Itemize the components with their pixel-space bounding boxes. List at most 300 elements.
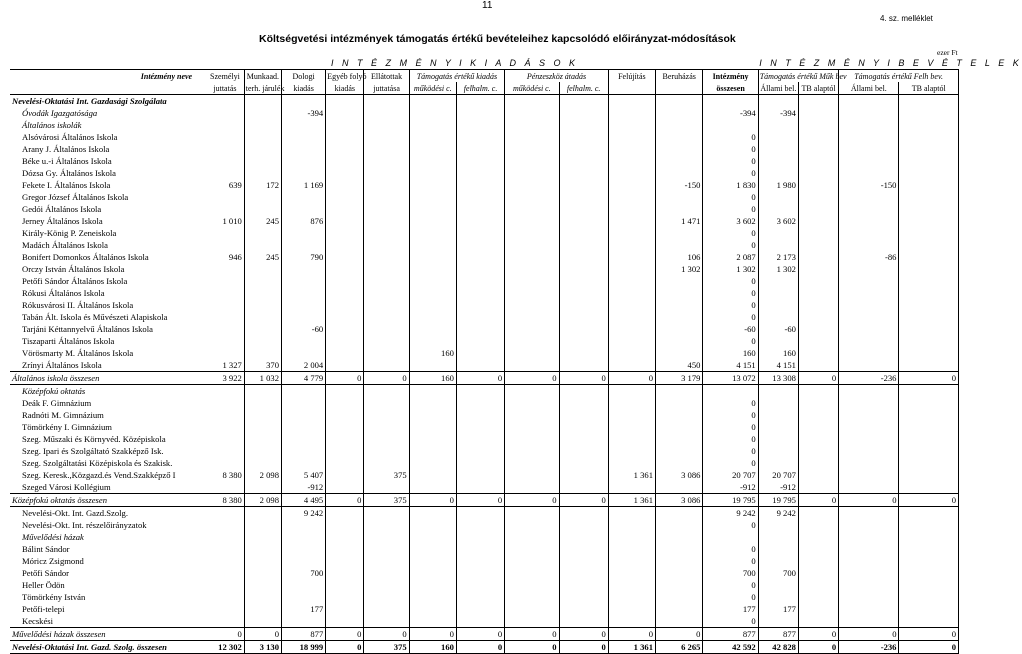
row-value <box>456 179 504 191</box>
table-row <box>10 275 959 287</box>
row-value <box>326 519 364 531</box>
row-value <box>758 531 798 543</box>
row-value <box>899 359 959 372</box>
row-value: 375 <box>364 469 409 481</box>
row-value <box>656 107 703 119</box>
row-value <box>505 409 559 421</box>
row-name: Fekete I. Általános Iskola <box>22 179 111 190</box>
row-value <box>798 287 838 299</box>
row-value <box>656 227 703 239</box>
row-value: 1 980 <box>758 179 798 191</box>
row-value <box>409 567 456 579</box>
row-value <box>505 299 559 311</box>
row-value <box>456 385 504 398</box>
row-value <box>505 567 559 579</box>
row-value <box>409 481 456 494</box>
row-value <box>456 531 504 543</box>
row-value <box>206 433 244 445</box>
row-value <box>839 155 899 167</box>
row-value <box>456 299 504 311</box>
row-value <box>559 507 608 520</box>
row-value <box>456 95 504 108</box>
row-value <box>244 433 281 445</box>
row-value <box>409 397 456 409</box>
row-value <box>282 615 326 628</box>
row-value <box>409 507 456 520</box>
row-value <box>798 347 838 359</box>
row-value <box>656 409 703 421</box>
row-value <box>505 359 559 372</box>
row-value <box>656 421 703 433</box>
row-value: 0 <box>703 579 758 591</box>
row-value <box>206 227 244 239</box>
row-value <box>364 531 409 543</box>
row-value <box>839 457 899 469</box>
row-value <box>656 445 703 457</box>
row-value <box>244 323 281 335</box>
row-value <box>703 95 758 108</box>
row-value <box>899 227 959 239</box>
row-value: 0 <box>703 191 758 203</box>
row-value <box>656 167 703 179</box>
row-value: 876 <box>282 215 326 227</box>
row-value <box>608 215 655 227</box>
row-value <box>456 119 504 131</box>
row-value <box>505 119 559 131</box>
row-value <box>409 287 456 299</box>
row-value: 4 151 <box>758 359 798 372</box>
row-value <box>326 603 364 615</box>
row-value <box>282 191 326 203</box>
row-name: Szeg. Ipari és Szolgáltató Szakképző Isk. <box>22 445 164 456</box>
row-value <box>456 155 504 167</box>
row-value <box>505 555 559 567</box>
row-name: Dózsa Gy. Általános Iskola <box>22 167 116 178</box>
row-value <box>244 555 281 567</box>
row-value <box>364 481 409 494</box>
revenues-group-header: I N T É Z M É N Y I B E V É T E L E K <box>759 58 1022 68</box>
row-value <box>839 615 899 628</box>
row-value <box>899 191 959 203</box>
row-value <box>505 311 559 323</box>
row-value <box>206 615 244 628</box>
row-value: 1 302 <box>703 263 758 275</box>
row-value <box>798 457 838 469</box>
row-value <box>559 409 608 421</box>
row-value <box>282 335 326 347</box>
row-value <box>456 543 504 555</box>
row-value <box>608 299 655 311</box>
table-row <box>10 555 959 567</box>
row-value <box>206 131 244 143</box>
row-value <box>326 445 364 457</box>
row-value <box>899 215 959 227</box>
row-value <box>244 507 281 520</box>
row-value <box>456 347 504 359</box>
row-value <box>899 409 959 421</box>
row-value <box>656 311 703 323</box>
row-value <box>206 591 244 603</box>
row-value <box>559 239 608 251</box>
row-value <box>798 95 838 108</box>
row-value <box>559 579 608 591</box>
row-value <box>839 323 899 335</box>
row-value <box>244 167 281 179</box>
row-value: 0 <box>899 641 959 654</box>
row-value <box>364 287 409 299</box>
row-value <box>505 603 559 615</box>
row-value <box>839 287 899 299</box>
row-name: Tömörkény I. Gimnázium <box>22 421 112 432</box>
row-value: 42 592 <box>703 641 758 654</box>
row-value: 3 086 <box>656 469 703 481</box>
row-value <box>364 457 409 469</box>
row-value <box>758 299 798 311</box>
row-value <box>608 615 655 628</box>
row-value: 0 <box>703 543 758 555</box>
row-value: 2 098 <box>244 469 281 481</box>
row-value <box>326 191 364 203</box>
row-value <box>505 95 559 108</box>
total-row <box>10 494 959 507</box>
row-value <box>656 457 703 469</box>
row-value: 0 <box>703 143 758 155</box>
row-name: Alsóvárosi Általános Iskola <box>22 131 118 142</box>
row-value <box>282 385 326 398</box>
row-value <box>364 385 409 398</box>
row-value: 0 <box>703 227 758 239</box>
row-value <box>206 95 244 108</box>
row-value <box>364 95 409 108</box>
row-name: Szeg. Műszaki és Környvéd. Középiskola <box>22 433 166 444</box>
section-row <box>10 95 959 108</box>
row-value <box>608 155 655 167</box>
row-value <box>282 519 326 531</box>
unit-label: ezer Ft <box>937 48 958 57</box>
row-value <box>656 543 703 555</box>
row-value: 639 <box>206 179 244 191</box>
row-value <box>899 591 959 603</box>
row-value <box>899 603 959 615</box>
row-value: 0 <box>798 628 838 641</box>
row-value <box>505 615 559 628</box>
row-value <box>409 385 456 398</box>
row-value <box>244 531 281 543</box>
row-value: 0 <box>798 641 838 654</box>
row-value: 3 602 <box>758 215 798 227</box>
row-name: Petőfi Sándor <box>22 567 70 578</box>
row-value <box>244 95 281 108</box>
row-value <box>282 95 326 108</box>
row-value <box>839 555 899 567</box>
row-value <box>608 287 655 299</box>
row-value <box>839 275 899 287</box>
row-value: 0 <box>326 372 364 385</box>
row-value <box>505 179 559 191</box>
row-value <box>326 215 364 227</box>
row-value <box>364 603 409 615</box>
row-value <box>798 409 838 421</box>
row-value <box>758 385 798 398</box>
header-bottom-cell: Állami bel. <box>839 82 899 95</box>
row-value <box>758 543 798 555</box>
row-value: -236 <box>839 641 899 654</box>
row-value <box>559 591 608 603</box>
row-value <box>244 603 281 615</box>
row-value <box>282 143 326 155</box>
row-value <box>559 567 608 579</box>
row-value: 3 086 <box>656 494 703 507</box>
row-value <box>608 107 655 119</box>
row-value <box>839 591 899 603</box>
table-row <box>10 215 959 227</box>
row-value <box>364 421 409 433</box>
row-name: Művelődési házak összesen <box>10 628 206 641</box>
row-value <box>899 251 959 263</box>
row-value <box>364 311 409 323</box>
row-value <box>326 409 364 421</box>
row-value <box>899 507 959 520</box>
row-name: Madách Általános Iskola <box>22 239 108 250</box>
row-value <box>656 397 703 409</box>
row-value: -912 <box>282 481 326 494</box>
row-value <box>326 263 364 275</box>
row-value <box>505 481 559 494</box>
row-value <box>244 227 281 239</box>
row-value: 160 <box>758 347 798 359</box>
row-value <box>206 385 244 398</box>
row-value <box>456 287 504 299</box>
row-value <box>409 311 456 323</box>
row-value <box>409 131 456 143</box>
row-value <box>608 409 655 421</box>
row-value: 0 <box>703 335 758 347</box>
row-value <box>758 239 798 251</box>
row-value: 2 098 <box>244 494 281 507</box>
row-name: Óvodák Igazgatósága <box>22 107 98 118</box>
row-value <box>364 179 409 191</box>
row-value: 0 <box>456 628 504 641</box>
row-value <box>206 311 244 323</box>
row-value <box>409 263 456 275</box>
row-value <box>505 421 559 433</box>
row-value <box>505 543 559 555</box>
row-value <box>798 227 838 239</box>
row-value <box>244 263 281 275</box>
header-bottom-cell: kiadás <box>326 82 364 95</box>
row-value: 0 <box>703 167 758 179</box>
row-name: Jerney Általános Iskola <box>22 215 103 226</box>
row-value <box>505 507 559 520</box>
row-value <box>559 457 608 469</box>
row-value <box>326 433 364 445</box>
header-top-cell: Támogatás értékű kiadás <box>409 70 505 83</box>
row-value <box>206 191 244 203</box>
row-value <box>899 469 959 481</box>
row-value <box>206 167 244 179</box>
header-top-cell: Személyi <box>206 70 244 83</box>
header-bottom-cell: felhalm. c. <box>456 82 504 95</box>
row-value <box>364 155 409 167</box>
row-value <box>364 167 409 179</box>
row-value <box>758 409 798 421</box>
row-value <box>409 555 456 567</box>
row-value <box>798 119 838 131</box>
row-value <box>899 179 959 191</box>
row-value: 0 <box>703 275 758 287</box>
row-value <box>899 287 959 299</box>
row-value: 12 302 <box>206 641 244 654</box>
row-value <box>798 263 838 275</box>
row-value <box>456 275 504 287</box>
row-value <box>206 107 244 119</box>
row-value <box>505 215 559 227</box>
row-value <box>456 215 504 227</box>
row-value: 1 169 <box>282 179 326 191</box>
row-value <box>409 457 456 469</box>
row-value <box>409 591 456 603</box>
row-value: 18 999 <box>282 641 326 654</box>
row-value: 0 <box>899 628 959 641</box>
row-value <box>456 251 504 263</box>
row-name: Arany J. Általános Iskola <box>22 143 110 154</box>
row-value <box>656 275 703 287</box>
row-value: 160 <box>703 347 758 359</box>
row-value <box>282 543 326 555</box>
row-value <box>244 385 281 398</box>
row-value <box>409 143 456 155</box>
row-value: 4 779 <box>282 372 326 385</box>
header-bottom-cell: felhalm. c. <box>559 82 608 95</box>
row-name: Petőfi Sándor Általános Iskola <box>22 275 128 286</box>
category-row <box>10 385 959 398</box>
row-value <box>798 481 838 494</box>
row-value <box>456 615 504 628</box>
row-value <box>326 143 364 155</box>
row-value <box>798 155 838 167</box>
row-value <box>758 445 798 457</box>
row-value: 0 <box>798 372 838 385</box>
row-value <box>206 519 244 531</box>
row-value <box>839 433 899 445</box>
row-value <box>326 507 364 520</box>
row-value <box>409 433 456 445</box>
row-value <box>899 155 959 167</box>
row-value <box>559 311 608 323</box>
row-value: 172 <box>244 179 281 191</box>
row-value: 370 <box>244 359 281 372</box>
header-bottom-cell: juttatás <box>206 82 244 95</box>
row-value <box>505 579 559 591</box>
row-value <box>244 299 281 311</box>
row-value: 0 <box>456 494 504 507</box>
row-name: Gedói Általános Iskola <box>22 203 102 214</box>
row-name: Móricz Zsigmond <box>22 555 84 566</box>
row-value <box>456 203 504 215</box>
row-value <box>206 409 244 421</box>
row-value <box>798 299 838 311</box>
row-value <box>608 347 655 359</box>
header-top-cell: Intézmény <box>703 70 758 83</box>
row-value: 2 173 <box>758 251 798 263</box>
row-value <box>559 615 608 628</box>
row-value <box>364 615 409 628</box>
row-name: Orczy István Általános Iskola <box>22 263 125 274</box>
row-value <box>409 275 456 287</box>
row-value <box>899 531 959 543</box>
table-row <box>10 397 959 409</box>
row-value <box>608 251 655 263</box>
row-value <box>364 251 409 263</box>
row-value: 0 <box>703 457 758 469</box>
row-value <box>326 591 364 603</box>
row-value <box>798 275 838 287</box>
row-value <box>409 469 456 481</box>
row-value <box>656 335 703 347</box>
row-value <box>899 347 959 359</box>
row-value <box>456 397 504 409</box>
row-name: Tarjáni Kéttannyelvű Általános Iskola <box>22 323 153 334</box>
row-value: 1 010 <box>206 215 244 227</box>
row-value: 2 004 <box>282 359 326 372</box>
table-row <box>10 603 959 615</box>
row-value <box>798 359 838 372</box>
row-value <box>839 445 899 457</box>
row-value: 1 361 <box>608 469 655 481</box>
row-value: 0 <box>703 311 758 323</box>
row-value: 1 471 <box>656 215 703 227</box>
header-bottom-cell: kiadás <box>282 82 326 95</box>
row-value <box>244 191 281 203</box>
row-name: Nevelési-Oktatási Int. Gazdasági Szolgálata <box>12 95 167 106</box>
row-name: Középfokú oktatás összesen <box>10 494 206 507</box>
row-value <box>899 107 959 119</box>
row-value <box>456 519 504 531</box>
row-name: Rókusi Általános Iskola <box>22 287 105 298</box>
row-value <box>326 227 364 239</box>
table-row <box>10 155 959 167</box>
row-value <box>608 457 655 469</box>
row-value <box>326 397 364 409</box>
row-value: 3 130 <box>244 641 281 654</box>
row-value <box>608 397 655 409</box>
row-value: -912 <box>758 481 798 494</box>
row-value <box>456 263 504 275</box>
row-value: 19 795 <box>758 494 798 507</box>
row-value <box>839 347 899 359</box>
institution-name-header: Intézmény neve <box>10 70 206 83</box>
row-value <box>798 215 838 227</box>
row-value <box>839 239 899 251</box>
row-value <box>326 347 364 359</box>
row-value <box>505 323 559 335</box>
row-value: 0 <box>703 131 758 143</box>
row-value <box>326 359 364 372</box>
row-value: 160 <box>409 347 456 359</box>
row-value <box>409 167 456 179</box>
row-value <box>282 119 326 131</box>
row-value: 0 <box>364 628 409 641</box>
row-value <box>326 335 364 347</box>
row-value <box>798 335 838 347</box>
row-value <box>244 155 281 167</box>
row-value <box>206 155 244 167</box>
row-value <box>559 555 608 567</box>
row-value <box>899 203 959 215</box>
row-value <box>839 397 899 409</box>
row-value <box>326 543 364 555</box>
row-value <box>758 311 798 323</box>
